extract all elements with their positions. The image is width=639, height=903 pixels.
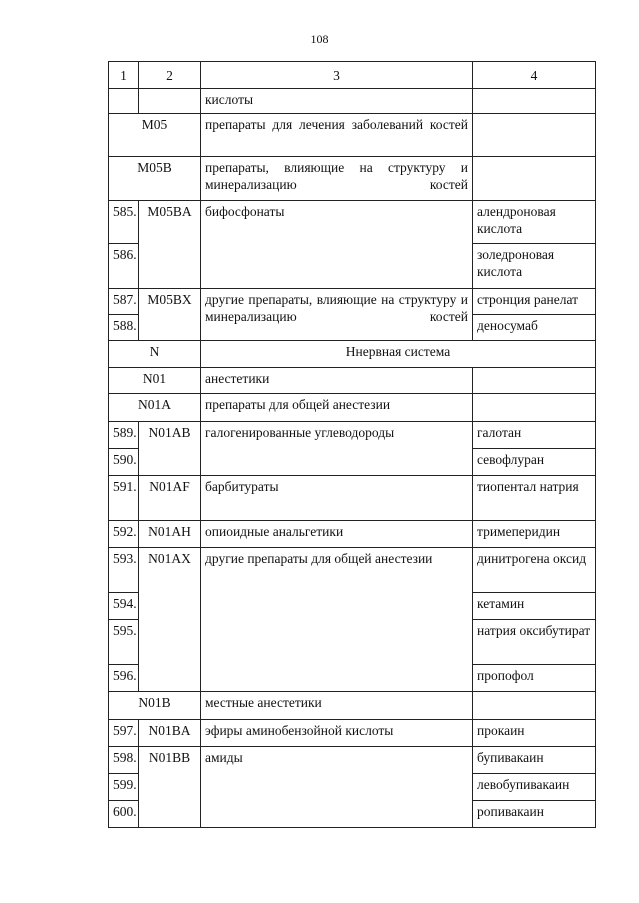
row-number: 593. xyxy=(109,548,139,593)
atc-code: M05 xyxy=(109,114,201,157)
row-number: 598. xyxy=(109,747,139,774)
row-number: 591. xyxy=(109,476,139,521)
row-number: 588. xyxy=(109,315,139,341)
atc-code: N01AX xyxy=(139,548,201,692)
table-row xyxy=(109,368,596,394)
atc-code xyxy=(139,89,201,114)
drug-name: деносумаб xyxy=(473,315,596,341)
section-row xyxy=(109,341,596,368)
atc-code: N01BA xyxy=(139,720,201,747)
drug-name: прокаин xyxy=(473,720,596,747)
row-number: 599. xyxy=(109,774,139,801)
table-row xyxy=(109,422,596,449)
row-number: 589. xyxy=(109,422,139,449)
drug-name xyxy=(473,157,596,201)
group-description: бифосфонаты xyxy=(201,201,473,289)
drug-name xyxy=(473,692,596,720)
group-description: опиоидные анальгетики xyxy=(201,521,473,548)
drug-name: стронция ранелат xyxy=(473,289,596,315)
table-row xyxy=(109,89,596,114)
column-header: 4 xyxy=(473,62,596,89)
table-row xyxy=(109,476,596,521)
group-description: местные анестетики xyxy=(201,692,473,720)
table-row xyxy=(109,548,596,593)
drug-name xyxy=(473,114,596,157)
drug-name: севофлуран xyxy=(473,449,596,476)
row-number: 592. xyxy=(109,521,139,548)
row-number xyxy=(109,89,139,114)
drug-name: натрия оксибутират xyxy=(473,620,596,665)
table-row xyxy=(109,289,596,315)
table-row xyxy=(109,747,596,774)
column-header: 1 xyxy=(109,62,139,89)
atc-code: M05BX xyxy=(139,289,201,341)
column-header: 3 xyxy=(201,62,473,89)
atc-code: N01B xyxy=(109,692,201,720)
atc-code: N01 xyxy=(109,368,201,394)
row-number: 585. xyxy=(109,201,139,244)
group-description: кислоты xyxy=(201,89,473,114)
atc-code: N01BB xyxy=(139,747,201,828)
drug-name: алендроновая кислота xyxy=(473,201,596,244)
drug-name: динитрогена оксид xyxy=(473,548,596,593)
column-header: 2 xyxy=(139,62,201,89)
drug-classification-table xyxy=(108,61,596,828)
drug-name: левобупивакаин xyxy=(473,774,596,801)
group-description: амиды xyxy=(201,747,473,828)
row-number: 590. xyxy=(109,449,139,476)
drug-name xyxy=(473,89,596,114)
group-description: препараты, влияющие на структуру и минерализацию костей xyxy=(201,157,473,201)
group-description: препараты для лечения заболеваний костей xyxy=(201,114,473,157)
drug-name xyxy=(473,368,596,394)
group-description: другие препараты, влияющие на структуру и минерализацию костей xyxy=(201,289,473,341)
row-number: 586. xyxy=(109,244,139,289)
atc-code: M05B xyxy=(109,157,201,201)
atc-code: N01AH xyxy=(139,521,201,548)
row-number: 600. xyxy=(109,801,139,828)
row-number: 587. xyxy=(109,289,139,315)
drug-name xyxy=(473,394,596,422)
row-number: 597. xyxy=(109,720,139,747)
atc-code: N01AB xyxy=(139,422,201,476)
atc-code: N01A xyxy=(109,394,201,422)
section-title: Ннервная система xyxy=(201,341,596,368)
group-description: барбитураты xyxy=(201,476,473,521)
atc-code: N xyxy=(109,341,201,368)
table-row xyxy=(109,201,596,244)
drug-name: галотан xyxy=(473,422,596,449)
table-row xyxy=(109,692,596,720)
drug-name: тиопентал натрия xyxy=(473,476,596,521)
page-number: 108 xyxy=(310,32,329,46)
table-row xyxy=(109,521,596,548)
drug-name: золедроновая кислота xyxy=(473,244,596,289)
drug-name: бупивакаин xyxy=(473,747,596,774)
table-row xyxy=(109,157,596,201)
table-header-row xyxy=(109,62,596,89)
atc-code: N01AF xyxy=(139,476,201,521)
drug-name: пропофол xyxy=(473,665,596,692)
group-description: галогенированные углеводороды xyxy=(201,422,473,476)
row-number: 594. xyxy=(109,593,139,620)
row-number: 596. xyxy=(109,665,139,692)
drug-name: кетамин xyxy=(473,593,596,620)
table-row xyxy=(109,114,596,157)
table-row xyxy=(109,394,596,422)
group-description: другие препараты для общей анестезии xyxy=(201,548,473,692)
group-description: препараты для общей анестезии xyxy=(201,394,473,422)
group-description: эфиры аминобензойной кислоты xyxy=(201,720,473,747)
group-description: анестетики xyxy=(201,368,473,394)
drug-name: ропивакаин xyxy=(473,801,596,828)
atc-code: M05BA xyxy=(139,201,201,289)
drug-name: тримеперидин xyxy=(473,521,596,548)
table-row xyxy=(109,720,596,747)
row-number: 595. xyxy=(109,620,139,665)
